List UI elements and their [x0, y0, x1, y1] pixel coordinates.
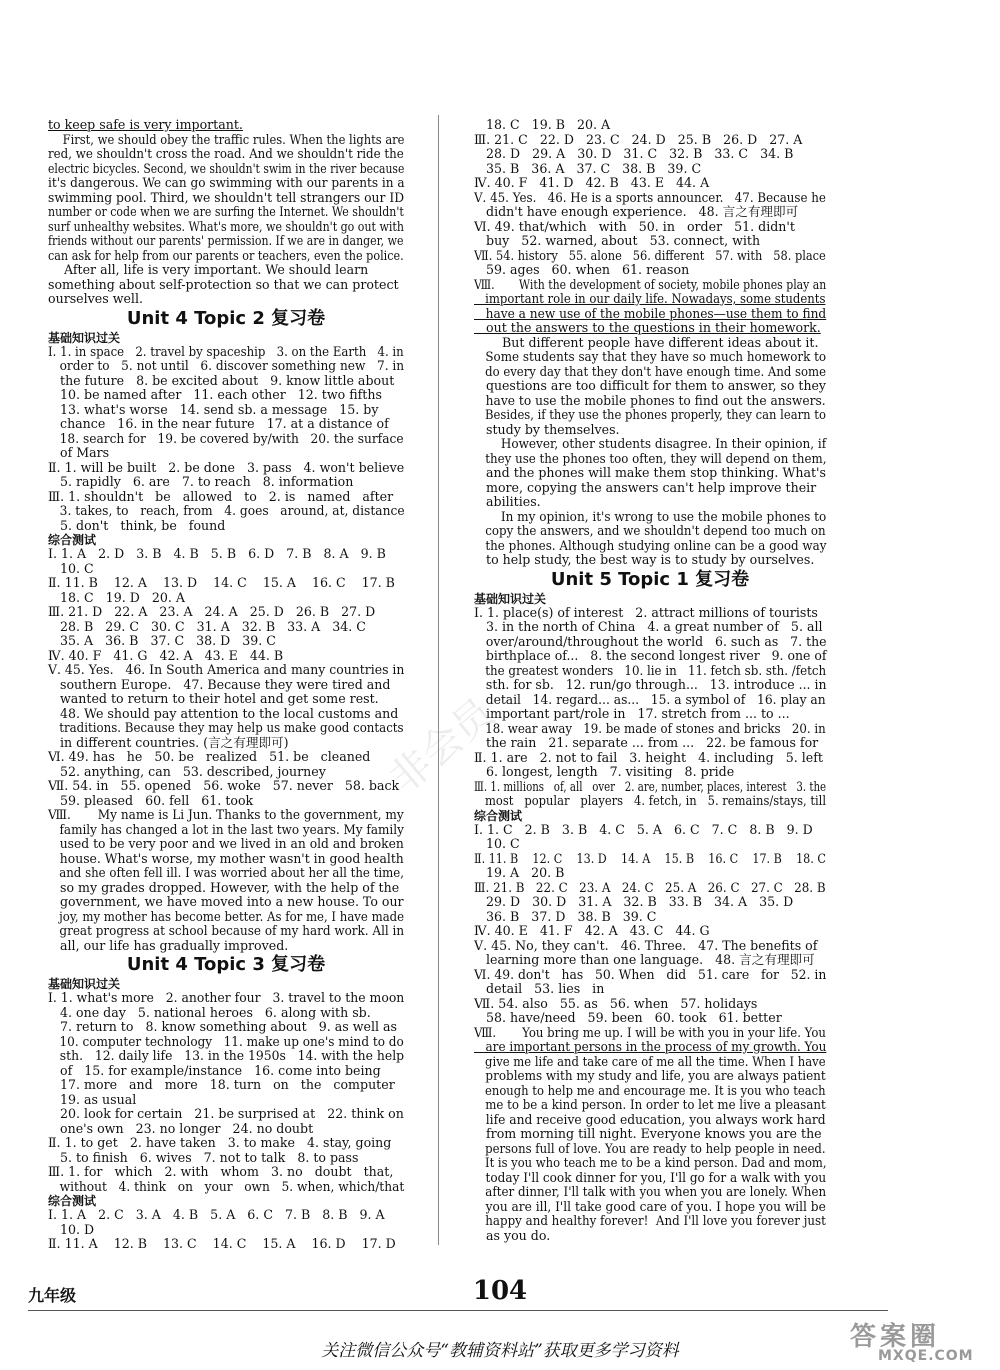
text-line: the greatest wonders 10. lie in 11. fetch sb. sth. /fetch [474, 662, 827, 678]
text-line: chance 16. in the near future 17. at a distance of [48, 416, 389, 431]
text-line: the phones. Although studying online can be a good way [474, 537, 827, 553]
text-line: buy 52. warned, about 53. connect, with [474, 233, 761, 248]
text-line: Some students say that they have so much homework to [474, 349, 827, 364]
underlined-line: have a new use of the mobile phones—use them to find [474, 305, 827, 321]
text-line: 48. We should pay attention to the local customs and [48, 705, 399, 721]
text-line: Ⅵ. 49. don't has 50. When did 51. care for 52. in [474, 966, 827, 982]
text-line: number or code when we are surfing the Internet. We shouldn't [48, 204, 404, 219]
text-line: Ⅲ. 1. for which 2. with whom 3. no doubt that, [48, 1164, 394, 1179]
column-divider [438, 115, 439, 1245]
text-line: the future 8. be excited about 9. know little about [48, 372, 395, 388]
text-line: important part/role in 17. stretch from ... to ... [474, 706, 790, 721]
text-line: 10. C [48, 560, 94, 576]
text-line: First, we should obey the traffic rules. When the lights are [48, 131, 405, 147]
text-line: 36. B 37. D 38. B 39. C [474, 908, 657, 924]
text-line: Ⅰ. 1. A 2. D 3. B 4. B 5. B 6. D 7. B 8. A 9. B [48, 546, 386, 561]
left-column [48, 118, 404, 1252]
text-line: from morning till night. Everyone knows you are the [474, 1126, 822, 1141]
text-line: they use the phones too often, they will depend on them, [474, 450, 827, 466]
text-line: Ⅰ. 1. C 2. B 3. B 4. C 5. A 6. C 7. C 8. B 9. D [474, 821, 813, 837]
text-line: didn't have enough experience. 48. 言之有理即可 [474, 204, 799, 219]
text-line: 20. look for certain 21. be surprised at 22. think on [48, 1106, 404, 1121]
text-line: Ⅶ. 54. also 55. as 56. when 57. holidays [474, 995, 758, 1011]
text-line: Ⅷ. My name is Li Jun. Thanks to the government, my [48, 807, 404, 822]
text-line: happy and healthy forever! And I'll love you forever just [474, 1213, 826, 1228]
text-line: It is you who teach me to be a kind person. Dad and mom, [474, 1155, 827, 1170]
text-line: friends without our parents' permission. If we are in danger, we [48, 233, 404, 248]
text-line: Ⅷ. You bring me up. I will be with you in your life. You [474, 1024, 826, 1040]
subsection-label: 综合测试 [48, 1194, 97, 1208]
text-line: southern Europe. 47. Because they were tired and [48, 676, 391, 692]
text-line: life and receive good education, you always work hard [474, 1111, 826, 1127]
text-line: 19. A 20. B [474, 865, 565, 880]
text-line: 28. B 29. C 30. C 31. A 32. B 33. A 34. C [48, 618, 366, 634]
text-line: ourselves well. [48, 291, 143, 306]
text-line: 13. what's worse 14. send sb. a message 15. by [48, 401, 379, 417]
text-line: and the phones will make them stop thinking. What's [474, 465, 826, 480]
text-line: great progress at school because of my hard work. All in [48, 923, 405, 938]
text-line: more, copying the answers can't help improve their [474, 479, 817, 495]
text-line: wanted to return to their hotel and get some rest. [48, 691, 379, 706]
text-line: 10. D [48, 1221, 95, 1237]
text-line: Ⅳ. 40. E 41. F 42. A 43. C 44. G [474, 923, 710, 938]
text-line: sth. 12. daily life 13. in the 1950s 14. with the help [48, 1048, 405, 1063]
text-line: 28. D 29. A 30. D 31. C 32. B 33. C 34. B [474, 146, 794, 161]
text-line: to help study, the best way is to study by ourselves. [474, 552, 815, 567]
text-line: can ask for help from our parents or teachers, even the police. [48, 247, 404, 263]
text-line: But different people have different ideas about it. [474, 334, 819, 350]
text-line: 18. C 19. B 20. A [474, 117, 611, 132]
text-line: the rain 21. separate ... from ... 22. be famous for [474, 735, 819, 750]
text-line: today I'll cook dinner for you, I'll go for a walk with you [474, 1169, 827, 1185]
text-line: 3. in the north of China 4. a great number of 5. all [474, 619, 823, 634]
text-line: after dinner, I'll talk with you when you are lonely. When [474, 1184, 827, 1199]
text-line: Ⅲ. 1. shouldn't be allowed to 2. is named after [48, 488, 394, 504]
text-line: Ⅲ. 21. B 22. C 23. A 24. C 25. A 26. C 27. C 28. B [474, 879, 826, 895]
text-line: Besides, if they use the phones properly, they can learn to [474, 407, 826, 422]
text-line: Ⅴ. 45. No, they can't. 46. Three. 47. The benefits of [474, 937, 818, 953]
text-line: order to 5. not until 6. discover something new 7. in [48, 358, 405, 373]
text-line: abilities. [474, 494, 541, 509]
text-line: so my grades dropped. However, with the help of the [48, 879, 400, 895]
text-line: Ⅴ. 45. Yes. 46. He is a sports announcer. 47. Because he [474, 189, 826, 205]
right-column [474, 118, 826, 1243]
text-line: Ⅶ. 54. history 55. alone 56. different 57. with 58. place [474, 247, 826, 263]
text-line: government, we have moved into a new house. To our [48, 894, 404, 909]
text-line: give me life and take care of me all the time. When I have [474, 1053, 826, 1069]
text-line: 58. have/need 59. been 60. took 61. better [474, 1010, 782, 1025]
logo-sub-text: MXQE.COM [878, 1348, 974, 1364]
grade-label: 九年级 [28, 1286, 77, 1305]
text-line: house. What's worse, my mother wasn't in good health [48, 850, 404, 866]
subsection-label: 基础知识过关 [48, 977, 121, 991]
section-heading: Unit 5 Topic 1 复习卷 [550, 568, 750, 590]
text-line: 6. longest, length 7. visiting 8. pride [474, 764, 735, 779]
text-line: used to be very poor and we lived in an old and broken [48, 836, 404, 851]
site-logo [838, 1316, 986, 1366]
text-line: In my opinion, it's wrong to use the mobile phones to [474, 508, 827, 524]
text-line: persons full of love. You are ready to help people in need. [474, 1140, 826, 1156]
footer-text: 关注微信公众号“教辅资料站”获取更多学习资料 [321, 1341, 679, 1361]
text-line: of Mars [48, 445, 110, 460]
text-line: something about self-protection so that we can protect [48, 276, 399, 292]
text-line: family has changed a lot in the last two years. My family [48, 821, 404, 837]
text-line: 10. computer technology 11. make up one's mind to do [48, 1033, 404, 1049]
text-line: in different countries. (言之有理即可) [48, 734, 289, 750]
text-line: 10. C [474, 836, 520, 851]
text-line: After all, life is very important. We should learn [48, 262, 369, 277]
text-line: it's dangerous. We can go swimming with our parents in a [48, 175, 405, 190]
text-line: 19. as usual [48, 1091, 137, 1107]
text-line: 5. to finish 6. wives 7. not to talk 8. to pass [48, 1149, 359, 1165]
watermark: 非会员 [381, 689, 503, 803]
text-line: without 4. think on your own 5. when, which/that [48, 1178, 405, 1194]
text-line: 17. more and more 18. turn on the computer [48, 1077, 395, 1092]
text-line: 18. search for 19. be covered by/with 20. the surface [48, 430, 404, 446]
subsection-label: 综合测试 [474, 808, 523, 823]
text-line: Ⅱ. 11. B 12. C 13. D 14. A 15. B 16. C 17. B 18. C [474, 850, 826, 866]
text-line: Ⅳ. 40. F 41. D 42. B 43. E 44. A [474, 175, 710, 190]
text-line: of 15. for example/instance 16. come into being [48, 1062, 381, 1078]
text-line: traditions. Because they may help us make good contacts [48, 720, 404, 735]
text-line: detail 53. lies in [474, 981, 605, 996]
text-line: 35. A 36. B 37. C 38. D 39. C [48, 633, 276, 648]
text-line: one's own 23. no longer 24. no doubt [48, 1120, 314, 1136]
underlined-line: to keep safe is very important. [48, 117, 243, 132]
text-line: Ⅰ. 1. what's more 2. another four 3. travel to the moon [48, 990, 405, 1005]
text-line: problems with my study and life, you are always patient [474, 1068, 826, 1083]
text-line: Ⅱ. 1. to get 2. have taken 3. to make 4. stay, going [48, 1135, 392, 1150]
text-line: electric bicycles. Second, we shouldn't swim in the river because [48, 160, 405, 176]
text-line: 59. pleased 60. fell 61. took [48, 792, 254, 808]
text-line: red, we shouldn't cross the road. And we shouldn't ride the [48, 146, 404, 161]
text-line: 5. rapidly 6. are 7. to reach 8. information [48, 474, 354, 489]
text-line: birthplace of... 8. the second longest river 9. one of [474, 648, 827, 663]
text-line: 4. one day 5. national heroes 6. along with sb. [48, 1004, 371, 1020]
text-line: Ⅳ. 40. F 41. G 42. A 43. E 44. B [48, 647, 284, 663]
text-line: 7. return to 8. know something about 9. as well as [48, 1019, 397, 1034]
footer-rule [28, 1310, 888, 1311]
text-line: 18. wear away 19. be made of stones and bricks 20. in [474, 720, 826, 736]
text-line: 18. C 19. D 20. A [48, 589, 185, 605]
text-line: Ⅱ. 1. will be built 2. be done 3. pass 4. won't believe [48, 459, 405, 475]
text-line: 10. be named after 11. each other 12. two fifths [48, 387, 382, 402]
text-line: Ⅲ. 21. C 22. D 23. C 24. D 25. B 26. D 27. A [474, 131, 803, 147]
text-line: swimming pool. Third, we shouldn't tell strangers our ID [48, 189, 405, 205]
section-heading: Unit 4 Topic 2 复习卷 [126, 307, 326, 329]
text-line: sth. for sb. 12. run/go through... 13. introduce ... in [474, 677, 827, 692]
underlined-line: important role in our daily life. Nowadays, some students [474, 291, 826, 306]
text-line: copy the answers, and we shouldn't depend too much on [474, 523, 826, 538]
text-line: Ⅱ. 1. are 2. not to fail 3. height 4. including 5. left [474, 749, 823, 765]
text-line: learning more than one language. 48. 言之有理即可 [474, 952, 815, 967]
underlined-line: are important persons in the process of my growth. You [474, 1039, 827, 1054]
text-line: Ⅰ. 1. A 2. C 3. A 4. B 5. A 6. C 7. B 8. B 9. A [48, 1207, 385, 1222]
text-line: 3. takes, to reach, from 4. goes around, at, distance [48, 503, 405, 518]
text-line: do every day that they don't have enough time. And some [474, 363, 826, 379]
text-line: Ⅲ. 1. millions of, all over 2. are, number, places, interest 3. the [474, 778, 827, 794]
text-line: joy, my mother has become better. As for me, I have made [48, 908, 405, 924]
section-heading: Unit 4 Topic 3 复习卷 [126, 954, 326, 975]
text-line: Ⅱ. 11. B 12. A 13. D 14. C 15. A 16. C 17. B [48, 575, 395, 590]
text-line: 52. anything, can 53. described, journey [48, 763, 326, 779]
text-line: Ⅴ. 45. Yes. 46. In South America and many countries in [48, 662, 405, 677]
subsection-label: 基础知识过关 [48, 330, 121, 345]
text-line: you are ill, I'll take good care of you. I hope you will be [474, 1198, 826, 1214]
text-line: Ⅶ. 54. in 55. opened 56. woke 57. never 58. back [48, 778, 400, 793]
logo-main-text: 答案圈 [850, 1322, 941, 1352]
text-line: Ⅵ. 49. has he 50. be realized 51. be cleaned [48, 749, 371, 764]
text-line: 35. B 36. A 37. C 38. B 39. C [474, 160, 702, 176]
text-line: as you do. [474, 1227, 551, 1243]
text-line: all, our life has gradually improved. [48, 937, 289, 953]
text-line: study by themselves. [474, 421, 620, 437]
text-line: surf unhealthy websites. What's more, we shouldn't go out with [48, 218, 404, 234]
text-line: 29. D 30. D 31. A 32. B 33. B 34. A 35. D [474, 894, 794, 909]
text-line: 5. don't think, be found [48, 517, 226, 533]
subsection-label: 综合测试 [48, 533, 97, 547]
underlined-line: out the answers to the questions in their homework. [474, 320, 821, 335]
text-line: Ⅵ. 49. that/which with 50. in order 51. didn't [474, 218, 795, 234]
text-line: Ⅰ. 1. place(s) of interest 2. attract millions of tourists [474, 604, 818, 620]
text-line: Ⅷ. With the development of society, mobile phones play an [474, 276, 827, 292]
text-line: However, other students disagree. In their opinion, if [474, 436, 827, 451]
text-line: me to be a kind person. In order to let me live a pleasant [474, 1097, 826, 1112]
text-line: 59. ages 60. when 61. reason [474, 262, 690, 277]
text-line: detail 14. regard... as... 15. a symbol of 16. play an [474, 691, 826, 707]
text-line: questions are too difficult for them to answer, so they [474, 378, 826, 393]
text-line: have to use the mobile phones to find out the answers. [474, 392, 826, 408]
text-line: and she often fell ill. I was worried about her all the time, [48, 865, 404, 880]
page-number: 104 [472, 1276, 528, 1306]
subsection-label: 基础知识过关 [474, 591, 547, 606]
text-line: Ⅰ. 1. in space 2. travel by spaceship 3. on the Earth 4. in [48, 343, 404, 359]
text-line: enough to help me and encourage me. It is you who teach [474, 1082, 826, 1098]
text-line: over/around/throughout the world 6. such as 7. the [474, 633, 827, 649]
text-line: most popular players 4. fetch, in 5. remains/stays, till [474, 793, 827, 808]
text-line: Ⅲ. 21. D 22. A 23. A 24. A 25. D 26. B 27. D [48, 604, 376, 619]
text-line: Ⅱ. 11. A 12. B 13. C 14. C 15. A 16. D 17. D [48, 1236, 396, 1251]
